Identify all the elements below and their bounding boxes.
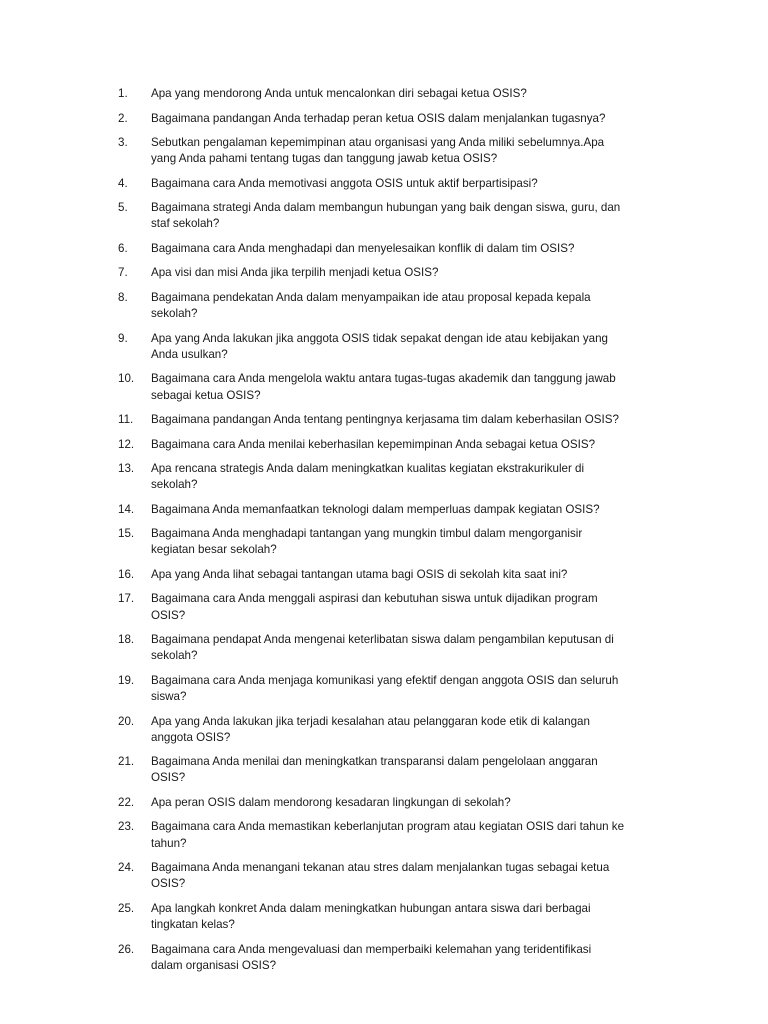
list-item <box>118 265 668 281</box>
question-number <box>118 901 151 917</box>
list-item <box>118 860 668 892</box>
question-text: Bagaimana cara Anda menilai keberhasilan kepemimpinan Anda sebagai ketua OSIS? <box>151 437 596 451</box>
question-number-text: 20. <box>118 714 135 728</box>
list-item <box>118 591 668 623</box>
question-text: Bagaimana Anda menangani tekanan atau stres dalam menjalankan tugas sebagai ketua OSIS? <box>151 861 610 891</box>
question-number <box>118 412 151 428</box>
question-number-text: 4. <box>118 176 128 190</box>
question-number <box>118 526 151 542</box>
list-item <box>118 412 668 428</box>
question-number-text: 10. <box>118 372 135 386</box>
question-text: Apa langkah konkret Anda dalam meningkatkan hubungan antara siswa dari berbagai tingkatan kelas? <box>151 901 591 932</box>
question-number <box>118 754 151 770</box>
question-number-text: 11. <box>118 413 134 427</box>
question-number-text: 26. <box>118 942 135 956</box>
question-number-text: 22. <box>118 795 135 809</box>
question-number <box>118 591 151 607</box>
question-number <box>118 371 151 387</box>
question-text: Bagaimana cara Anda mengevaluasi dan memperbaiki kelemahan yang teridentifikasi dalam organisasi OSIS? <box>151 942 592 972</box>
question-number-text: 13. <box>118 462 135 476</box>
question-number <box>118 632 151 648</box>
list-item <box>118 86 668 102</box>
question-number <box>118 200 151 216</box>
list-item <box>118 795 668 811</box>
question-text: Bagaimana pendekatan Anda dalam menyampaikan ide atau proposal kepada kepala sekolah? <box>151 290 591 321</box>
question-text: Apa yang mendorong Anda untuk mencalonkan diri sebagai ketua OSIS? <box>151 87 527 100</box>
question-text: Apa visi dan misi Anda jika terpilih menjadi ketua OSIS? <box>151 266 439 280</box>
list-item <box>118 437 668 453</box>
question-text: Apa rencana strategis Anda dalam meningkatkan kualitas kegiatan ekstrakurikuler di sekolah? <box>151 462 585 492</box>
question-text: Bagaimana Anda menghadapi tantangan yang mungkin timbul dalam mengorganisir kegiatan besar sekolah? <box>151 527 583 557</box>
question-number <box>118 331 151 347</box>
list-item <box>118 176 668 192</box>
question-text: Apa yang Anda lakukan jika anggota OSIS tidak sepakat dengan ide atau kebijakan yang Anda usulkan? <box>151 331 608 361</box>
question-number <box>118 176 151 192</box>
question-number <box>118 241 151 257</box>
question-number <box>118 860 151 876</box>
question-number <box>118 290 151 306</box>
list-item <box>118 290 668 322</box>
question-number-text: 2. <box>118 111 128 125</box>
list-item <box>118 754 668 786</box>
list-item <box>118 567 668 583</box>
question-text: Bagaimana cara Anda memastikan keberlanjutan program atau kegiatan OSIS dari tahun ke tahun? <box>151 820 625 850</box>
question-number <box>118 673 151 689</box>
question-number <box>118 795 151 811</box>
question-number-text: 8. <box>118 290 128 304</box>
question-number-text: 18. <box>118 633 135 647</box>
list-item <box>118 331 668 363</box>
list-item <box>118 901 668 933</box>
list-item <box>118 632 668 664</box>
list-item <box>118 942 668 974</box>
question-number-text: 25. <box>118 901 135 915</box>
question-number-text: 21. <box>118 755 135 769</box>
question-number-text: 17. <box>118 592 135 606</box>
question-number-text: 9. <box>118 331 128 345</box>
question-text: Bagaimana strategi Anda dalam membangun hubungan yang baik dengan siswa, guru, dan staf sekolah? <box>151 201 621 231</box>
question-number <box>118 437 151 453</box>
question-text: Bagaimana pandangan Anda terhadap peran ketua OSIS dalam menjalankan tugasnya? <box>151 111 606 125</box>
question-number <box>118 502 151 518</box>
question-text: Bagaimana cara Anda menghadapi dan menyelesaikan konflik di dalam tim OSIS? <box>151 241 575 255</box>
question-text: Apa yang Anda lakukan jika terjadi kesalahan atau pelanggaran kode etik di kalangan anggota OSIS? <box>151 714 590 744</box>
question-number-text: 14. <box>118 502 135 516</box>
question-number-text: 15. <box>118 527 135 541</box>
question-text: Bagaimana Anda menilai dan meningkatkan transparansi dalam pengelolaan anggaran OSIS? <box>151 755 598 785</box>
question-number <box>118 265 151 281</box>
question-text: Bagaimana pendapat Anda mengenai keterlibatan siswa dalam pengambilan keputusan di sekolah? <box>151 633 614 663</box>
list-item <box>118 502 668 518</box>
list-item <box>118 111 668 127</box>
question-number-text: 24. <box>118 861 135 875</box>
question-number-text: 12. <box>118 437 135 451</box>
question-text: Sebutkan pengalaman kepemimpinan atau organisasi yang Anda miliki sebelumnya.Apa yang Anda pahami tentang tugas dan tanggung jawab ketua OSIS? <box>151 136 605 166</box>
question-number <box>118 111 151 127</box>
question-text: Bagaimana cara Anda mengelola waktu antara tugas-tugas akademik dan tanggung jawab sebagai ketua OSIS? <box>151 372 616 402</box>
list-item <box>118 714 668 746</box>
question-text: Bagaimana pandangan Anda tentang pentingnya kerjasama tim dalam keberhasilan OSIS? <box>151 413 619 427</box>
list-item <box>118 461 668 493</box>
question-text: Bagaimana cara Anda menjaga komunikasi yang efektif dengan anggota OSIS dan seluruh siswa? <box>151 673 619 704</box>
question-number <box>118 714 151 730</box>
question-number-text: 19. <box>118 673 135 687</box>
list-item <box>118 371 668 403</box>
question-text: Apa peran OSIS dalam mendorong kesadaran lingkungan di sekolah? <box>151 795 511 809</box>
question-number <box>118 819 151 835</box>
question-number-text: 6. <box>118 241 128 255</box>
list-item <box>118 135 668 167</box>
question-number <box>118 135 151 151</box>
list-item <box>118 200 668 232</box>
list-item <box>118 526 668 558</box>
question-number <box>118 86 151 102</box>
question-number <box>118 461 151 477</box>
question-text: Apa yang Anda lihat sebagai tantangan utama bagi OSIS di sekolah kita saat ini? <box>151 567 568 581</box>
question-number-text: 5. <box>118 201 128 215</box>
question-number-text: 1. <box>118 87 128 100</box>
question-number-text: 3. <box>118 136 128 149</box>
question-list <box>118 86 668 982</box>
question-number-text: 16. <box>118 567 135 581</box>
question-number <box>118 942 151 958</box>
question-text: Bagaimana cara Anda menggali aspirasi dan kebutuhan siswa untuk dijadikan program OSIS? <box>151 592 598 622</box>
question-text: Bagaimana Anda memanfaatkan teknologi dalam memperluas dampak kegiatan OSIS? <box>151 502 600 516</box>
list-item <box>118 673 668 705</box>
list-item <box>118 819 668 851</box>
list-item <box>118 241 668 257</box>
question-number-text: 7. <box>118 266 128 280</box>
question-text: Bagaimana cara Anda memotivasi anggota OSIS untuk aktif berpartisipasi? <box>151 176 538 190</box>
question-number <box>118 567 151 583</box>
question-number-text: 23. <box>118 820 135 834</box>
